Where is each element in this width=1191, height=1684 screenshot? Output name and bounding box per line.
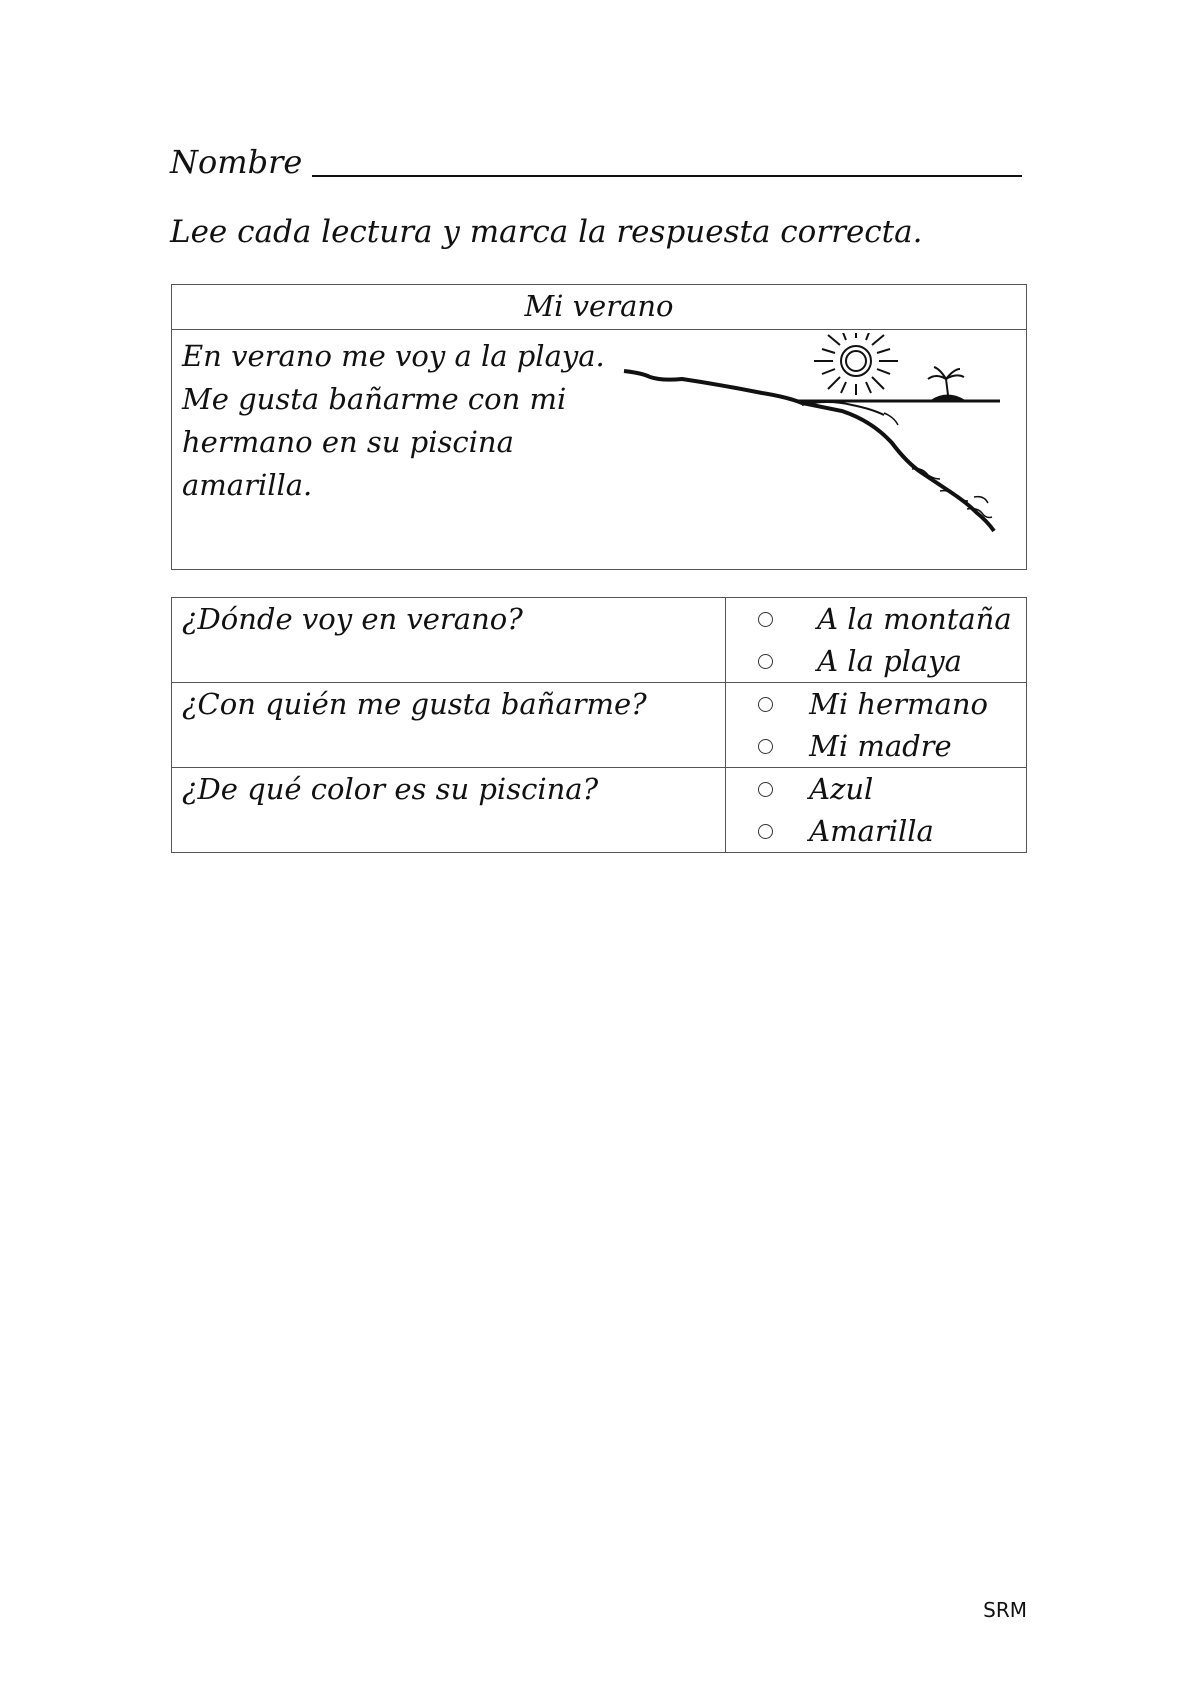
footer-text: SRM [983, 1598, 1027, 1622]
question-text: ¿De qué color es su piscina? [172, 768, 726, 853]
option-label: Amarilla [809, 814, 934, 848]
radio-circle-icon[interactable] [758, 697, 773, 712]
question-text: ¿Dónde voy en verano? [172, 598, 726, 683]
option-label: A la playa [817, 644, 962, 678]
answer-option[interactable] [726, 598, 1026, 640]
radio-circle-icon[interactable] [758, 782, 773, 797]
name-label: Nombre [170, 143, 303, 181]
question-row [172, 768, 1027, 853]
name-input-line[interactable] [312, 175, 1022, 177]
beach-illustration [622, 333, 1022, 563]
reading-text [182, 335, 605, 507]
reading-line: Me gusta bañarme con mi [182, 382, 567, 416]
answer-option[interactable] [726, 725, 1026, 767]
answer-option[interactable] [726, 810, 1026, 852]
reading-line: En verano me voy a la playa. [182, 339, 605, 373]
instruction-text: Lee cada lectura y marca la respuesta correcta. [170, 214, 923, 250]
option-label: Mi hermano [809, 687, 988, 721]
question-row [172, 683, 1027, 768]
options-cell [726, 768, 1027, 853]
sun-icon [814, 333, 898, 395]
radio-circle-icon[interactable] [758, 654, 773, 669]
option-label: Azul [809, 772, 874, 806]
reading-title: Mi verano [172, 285, 1026, 330]
coastline-icon [624, 371, 994, 531]
question-text: ¿Con quién me gusta bañarme? [172, 683, 726, 768]
answer-option[interactable] [726, 768, 1026, 810]
question-row [172, 598, 1027, 683]
radio-circle-icon[interactable] [758, 824, 773, 839]
radio-circle-icon[interactable] [758, 612, 773, 627]
name-row [170, 142, 1022, 182]
answer-option[interactable] [726, 683, 1026, 725]
option-label: A la montaña [817, 602, 1012, 636]
options-cell [726, 598, 1027, 683]
reading-box [171, 284, 1027, 570]
questions-table [171, 597, 1027, 853]
radio-circle-icon[interactable] [758, 739, 773, 754]
reading-line: hermano en su piscina [182, 425, 514, 459]
reading-line: amarilla. [182, 468, 313, 502]
option-label: Mi madre [809, 729, 952, 763]
answer-option[interactable] [726, 640, 1026, 682]
options-cell [726, 683, 1027, 768]
